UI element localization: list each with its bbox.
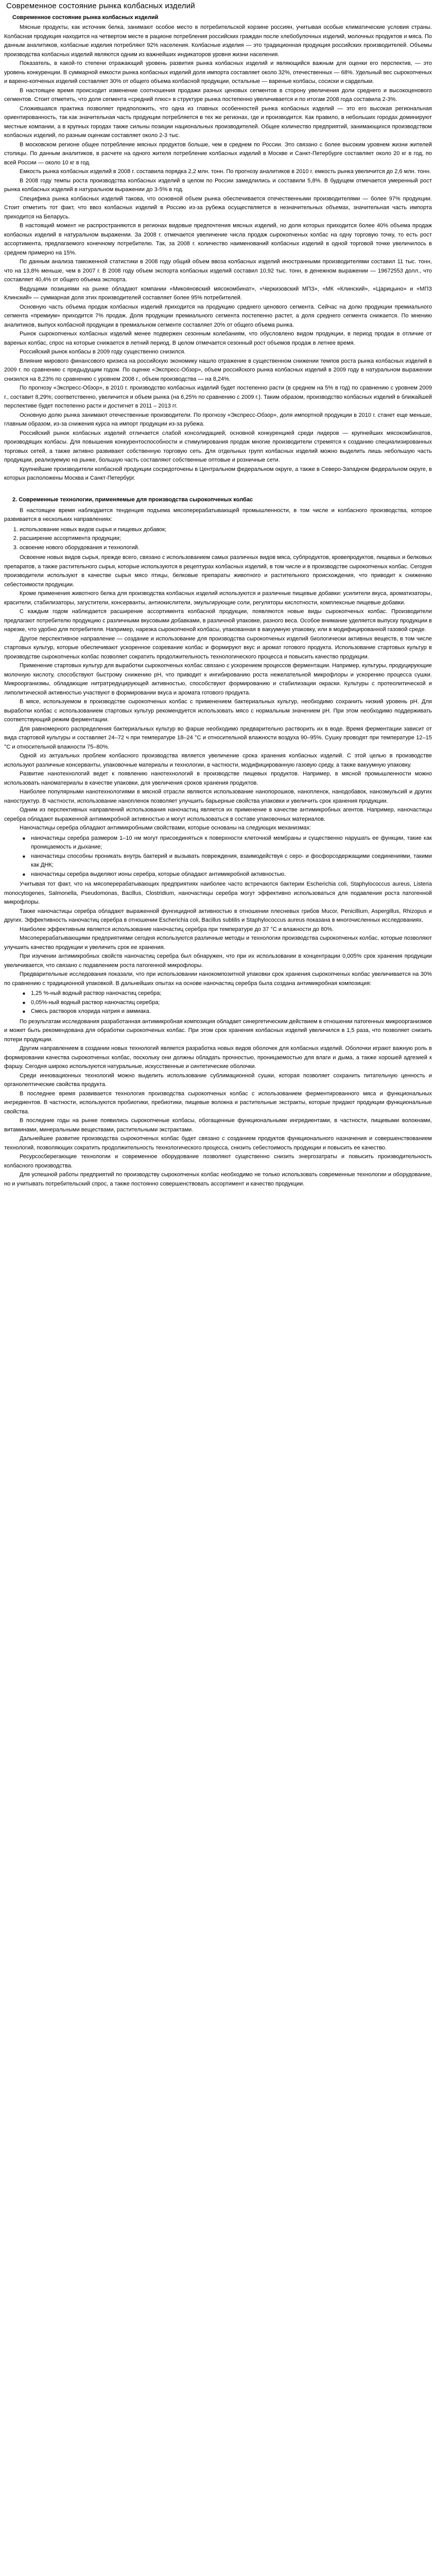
paragraph: Крупнейшие производители колбасной продукции сосредоточены в Центральном федеральном округе, а также в Северо-Западном федеральном округе, в которых расположены Москва и Санкт-Петербург. — [4, 466, 432, 481]
paragraph: Мясоперерабатывающими предприятиями сегодня используются различные методы и технологии производства сырокопченых колбас, которые позволяют улучшить качество продукции и увеличить срок ее хранения. — [4, 935, 432, 951]
list-item: 1. использование новых видов сырья и пищевых добавок; — [20, 526, 432, 535]
paragraph: По данным анализа таможенной статистики в 2008 году общий объем ввоза колбасных изделий иностранными производителями составил 11 тыс. тонн, что на 13,8% меньше, чем в 2007 г. В 2008 году объем экспорта колбасных изделий составил 10,92 тыс. тонн, в денежном выражении — 19672553 долл., что составляет 40,4% от общего объема экспорта. — [4, 259, 432, 283]
list-item: 3. освоение нового оборудования и технологий. — [20, 544, 432, 553]
paragraph: Наночастицы серебра обладают антимикробными свойствами, которые основаны на следующих механизмах: — [20, 825, 311, 831]
paragraph: Учитывая тот факт, что на мясоперерабатывающих предприятиях наиболее часто встречаются бактерии Escherichia coli, Staphylococcus aureus, Listeria monocytogenes, Salmonella, Pseudomonas, Bacillus, Clostridium, наночастицы серебра могут эффективно использоваться для подавления роста патогенной микрофлоры. — [4, 881, 432, 905]
section-heading: 2. Современные технологии, применяемые для производства сырокопченых колбас — [12, 496, 253, 503]
paragraph: Ведущими позициями на рынке обладают компании «Микояновский мясокомбинат», «Черкизовский МПЗ», «МК «Клинский», «Царицыно» и «МПЗ Клинский» — суммарная доля этих производителей составляет более 95% потребителей. — [4, 285, 432, 301]
paragraph: Также наночастицы серебра обладают выраженной фунгицидной активностью в отношении плесневых грибов Mucor, Penicillium, Aspergillus, Rhizopus и других. Эффективность наночастиц серебра в отношении Escherichia coli, Bacillus subtilis и Staphylococcus aureus показана в многочисленных исследованиях. — [4, 908, 432, 923]
paragraph: Другое перспективное направление — создание и использование для производства сырокопченых изделий биологически активных веществ, в том числе стартовых культур, которые обеспечивают ускоренное созревание колбас и формируют вкус и аромат готового продукта. Использование стартовых культур в производстве сырокопченых колбас позволяет сократить продолжительность технологического процесса и повысить качество продукции. — [4, 635, 432, 660]
paragraph: Влияние мирового финансового кризиса на российскую экономику нашло отражение в существенном снижении темпов роста рынка колбасных изделий в 2009 г. по сравнению с предыдущим годом. По оценке «Экспресс-Обзор», объем российского рынка колбасных изделий в 2009 году в натуральном выражении снизился на 8,23% по сравнению с уровнем 2008 г., объем производства — на 8,24%. — [4, 358, 432, 382]
paragraph: Основную долю рынка занимают отечественные производители. По прогнозу «Экспресс-Обзор», доля импортной продукции в 2010 г. станет еще меньше, главным образом, из-за снижения курса на импорт продукции из-за рубежа. — [4, 412, 432, 427]
paragraph: В 2008 году темпы роста производства колбасных изделий в целом по России замедлились и составили 5,8%. В будущем отмечается умеренный рост рынка колбасных изделий в натуральном выражении до 3-5% в год. — [4, 177, 432, 193]
paragraph: Применение стартовых культур для выработки сырокопченых колбас связано с ускорением процессов ферментации. Например, культуры, продуцирующие молочную кислоту, способствуют быстрому снижению рН, что приводит к ингибированию роста нежелательной микрофлоры и ускорению процесса сушки. Микроорганизмы, обладающие нитратредуцирующей активностью, способствуют формированию и стабилизации окраски. Культуры с протеолитической и липолитической активностью участвуют в формировании вкуса и аромата готового продукта. — [4, 663, 432, 696]
paragraph: Кроме применения животного белка для производства колбасных изделий используются и различные пищевые добавки: усилители вкуса, ароматизаторы, красители, стабилизаторы, загустители, консерванты, антиокислители, эмульгирующие соли, регуляторы кислотности, комплексные пищевые добавки. — [4, 590, 432, 606]
section-2-body — [4, 553, 432, 833]
list-item: ■ 0,05%-ный водный раствор наночастиц серебра; — [31, 998, 432, 1008]
paragraph: Одной из актуальных проблем колбасного производства является увеличение срока хранения колбасных изделий. С этой целью в производстве используют различные консерванты, упаковочные материалы и технологии, в частности, модифицированную газовую среду, а также вакуумную упаковку. — [4, 753, 432, 768]
paragraph: С каждым годом наблюдается расширение ассортимента колбасной продукции, появляются новые виды сырокопченых колбас. Производители предлагают потребителю продукцию с различными вкусовыми добавками, в различной упаковке, разного веса. Особое внимание уделяется выпуску продукции в нарезке, что удобно для потребителя. Например, нарезка сырокопченой колбасы, упакованная в вакуумную упаковку, или в модифицированной газовой среде. — [4, 608, 432, 633]
paragraph: Показатель, в какой-то степени отражающий уровень развития рынка колбасных изделий и являющийся важным для оценки его перспектив, — это уровень конкуренции. В суммарной емкости рынка колбасных изделий доля импорта составляет около 32%, отечественных — 68%. Удельный вес сырокопченых и варено-копченых изделий составляет 30% от общего объема колбасной продукции, остальные — вареные колбасы, сосиски и сардельки. — [4, 60, 432, 84]
paragraph: Другим направлением в создании новых технологий является разработка новых видов оболочек для колбасных изделий. Оболочки играют важную роль в формировании качества сырокопченых колбас, поскольку они должны обладать прочностью, проницаемостью для влаги и дыма, а также хорошей адгезией к фаршу. Сегодня широко используются натуральные, искусственные и синтетические оболочки. — [4, 1045, 432, 1070]
paragraph: По результатам исследования разработанная антимикробная композиция обладает синергетическим действием в отношении патогенных микроорганизмов и может быть рекомендована для обработки сырокопченых колбас. При этом срок хранения колбасных изделий увеличился в 1,5 раза, что позволяет снизить потери продукции. — [4, 1018, 432, 1043]
paragraph: Мясные продукты, как источник белка, занимают особое место в потребительской корзине россиян, учитывая особые климатические условия страны. Колбасная продукция находится на четвертом месте в рационе потребления российских граждан после хлебобулочных изделий, молочных продуктов и мяса. По данным аналитиков, колбасные изделия потребляют 92% населения. Колбасные изделия — это традиционная продукция российских производителей. Объемы производства колбасных изделий являются одним из важнейших индикаторов уровня жизни населения. — [4, 24, 432, 58]
paragraph: Емкость рынка колбасных изделий в 2008 г. составила порядка 2,2 млн. тонн. По прогнозу аналитиков в 2010 г. емкость рынка увеличится до 2,6 млн. тонн. — [20, 168, 431, 175]
section-2-conclusion — [4, 1018, 432, 1189]
paragraph: Сложившаяся практика позволяет предположить, что одна из главных особенностей рынка колбасных изделий — это его высокая региональная ориентированность, так как значительная часть продукции потребляется в тех же регионах, где и производится. Как правило, в небольших городах доминируют местные компании, а в крупных городах также сильны позиции национальных производителей. Общее количество предприятий, занимающихся производством колбасных изделий, по разным оценкам составляет около 2-3 тыс. — [4, 105, 432, 139]
section-2-body-continued — [4, 880, 432, 988]
paragraph: Развитие нанотехнологий ведет к появлению нанотехнологий в производстве пищевых продуктов. Например, в мясной промышленности можно использовать наноматериалы в качестве упаковки, для увеличения сроков хранения продуктов. — [4, 771, 432, 786]
paragraph: В настоящее время происходит изменение соотношения продажи разных ценовых сегментов в сторону увеличения доли среднего и высокоценового сегментов. Стоит отметить, что доля сегмента «средний плюс» в структуре рынка постепенно увеличивается и по итогам 2008 года составила 2-3%. — [4, 87, 432, 103]
paragraph: Ресурсосберегающие технологии и современное оборудование позволяют существенно снизить энергозатраты и повысить производительность колбасного производства. — [4, 1154, 432, 1169]
section-1-body — [4, 23, 432, 483]
paragraph: Для равномерного распределения бактериальных культур во фарше необходимо предварительно растворить их в воде. Время ферментации зависит от вида стартовой культуры и составляет 24–72 ч при температуре 18–24 °С и относительной влажности воздуха 90–95%. Сушку проводят при температуре 12–15 °С и относительной влажности 75–80%. — [4, 725, 432, 750]
paragraph: Наиболее популярными нанотехнологиями в мясной отрасли являются использование нанопорошков, нанопленок, нанодобавок, наноэмульсий и других наноструктур. В частности, использование нанопленок позволяет улучшить барьерные свойства упаковки и увеличить срок хранения продукции. — [4, 789, 432, 804]
paragraph: Российский рынок колбасы в 2009 году существенно снизился. — [20, 349, 186, 355]
bullet-list — [4, 989, 432, 1016]
page-title: Современное состояние рынка колбасных изделий — [6, 2, 195, 10]
paragraph: Основную часть объема продаж колбасных изделий приходится на продукцию среднего ценового сегмента. Сейчас на долю продукции премиального сегмента «премиум» приходится 7% продаж. Доля продукции премиального сегмента постепенно растет, а доля среднего сегмента снижается. По мнению аналитиков, выпуск колбасной продукции в премиальном сегменте составляет 20% от общего объема рынка. — [4, 303, 432, 328]
bullet-list — [4, 834, 432, 879]
section-heading: Современное состояние рынка колбасных изделий — [12, 14, 159, 21]
paragraph: Российский рынок колбасных изделий отличается слабой консолидацией, основной конкуренцией среди лидеров — крупнейших мясокомбинатов, производящих колбасы. Для повышения конкурентоспособности и стимулирования продаж многие производители стремятся к созданию специализированных торговых сетей, а также активно развивают собственную торговую сеть. Для отдельных групп колбасных изделий можно выделить лишь небольшую часть продукции, реализуемую на рынке, большую часть составляют собственные оптовые и розничные сети. — [4, 430, 432, 463]
paragraph: По прогнозу «Экспресс-Обзор», в 2010 г. производство колбасных изделий будет постепенно расти (в среднем на 5% в год) по сравнению с уровнем 2009 г., составит 8,29%; соответственно, увеличится и объем рынка (на 6,25% по сравнению с 2009 г.). Таким образом, производство колбасных изделий в ближайшей перспективе будет постепенно расти и достигнет в 2011 – 2013 гг. — [4, 385, 432, 409]
list-item: ■ наночастицы серебра размером 1–10 нм могут присоединяться к поверхности клеточной мембраны и существенно нарушать ее функции, такие как проницаемость и дыхание; — [31, 834, 432, 852]
paragraph: В московском регионе общее потребление мясных продуктов больше, чем в среднем по России. Это связано с более высоким уровнем жизни жителей столицы. По данным аналитиков, в расчете на одного жителя потребление колбасных изделий в Москве и Санкт-Петербурге составляет около 20 кг в год, по всей России — около 10 кг в год. — [4, 141, 432, 166]
numbered-list — [4, 526, 432, 553]
list-item: ■ наночастицы способны проникать внутрь бактерий и вызывать повреждения, взаимодействуя с серо- и фосфорсодержащими соединениями, такими как ДНК; — [31, 852, 432, 870]
paragraph: При изучении антимикробных свойств наночастиц серебра был обнаружен, что при их использовании в концентрации 0,005% срок хранения продукции увеличивается, что связано с подавлением роста патогенной микрофлоры. — [4, 953, 432, 969]
paragraph: Для успешной работы предприятий по производству сырокопченых колбас необходимо не только использовать современные технологии и оборудование, но и учитывать потребительский спрос, а также постоянно совершенствовать ассортимент и качество продукции. — [4, 1172, 432, 1187]
list-item: ■ наночастицы серебра выделяют ионы серебра, которые обладают антимикробной активностью. — [31, 870, 432, 879]
section-2-intro — [4, 506, 432, 524]
paragraph: Одним из перспективных направлений использования наночастиц является их применение в качестве антимикробных агентов. Например, наночастицы серебра обладают выраженной антимикробной активностью и могут использоваться в составе упаковочных материалов. — [4, 807, 432, 822]
paragraph: Наиболее эффективным является использование наночастиц серебра при температуре до 37 °С и влажности до 80%. — [20, 926, 334, 933]
paragraph: Среди инновационных технологий можно выделить использование сублимационной сушки, которая позволяет сохранить питательную ценность и органолептические свойства продукта. — [4, 1072, 432, 1088]
list-item: ■ Смесь растворов хлорида натрия и аммиака. — [31, 1007, 432, 1016]
paragraph: В настоящий момент не распространяются в регионах видовые предпочтения мясных изделий, но доля которых приходится более 40% объема продаж колбасных изделий в натуральном выражении. За 2008 г. отмечается увеличение числа продаж сырокопченых колбас на одну торговую точку, то есть рост ассортимента, предлагаемого конечному потребителю. Так, за 2008 г. количество наименований колбасных изделий в одной торговой точке увеличилось в среднем примерно на 15%. — [4, 223, 432, 256]
list-item: ■ 1,25 %-ный водный раствор наночастиц серебра; — [31, 989, 432, 998]
paragraph: В последние годы на рынке появились сырокопченые колбасы, обогащенные функциональными ингредиентами, в частности, пищевыми волокнами, витаминами, минеральными веществами, растительными экстрактами. — [4, 1117, 432, 1133]
paragraph: В мясе, используемом в производстве сырокопченых колбас с применением бактериальных культур, необходимо сохранить низкий уровень рН. Для выработки колбас с использованием стартовых культур рекомендуется использовать мясо с нормальным значением рН. При этом необходимо поддерживать соответствующий режим ферментации. — [4, 699, 432, 723]
paragraph: В последнее время развивается технология производства сырокопченых колбас с использованием ферментированного мяса и функциональных ингредиентов. В частности, используются пробиотики, пребиотики, пищевые волокна и растительные экстракты, которые придают продукции функциональные свойства. — [4, 1090, 432, 1115]
paragraph: В настоящее время наблюдается тенденция подъема мясоперерабатывающей промышленности, в том числе и колбасного производства, которое развивается в нескольких направлениях: — [4, 507, 432, 522]
paragraph: Дальнейшее развитие производства сырокопченых колбас будет связано с созданием продуктов функционального назначения и совершенствованием технологий, позволяющих сократить продолжительность технологического процесса, снизить себестоимость продукции и повысить ее качество. — [4, 1136, 432, 1151]
paragraph: Освоение новых видов сырья, прежде всего, связано с использованием самых различных видов мяса, субпродуктов, кровепродуктов, пищевых и белковых препаратов, а также растительного сырья, которые используются в рецептурах колбасных изделий, в том числе и в производстве сырокопченых колбас. Сегодня производители используют в качестве сырья мясо птицы, белковые препараты животного и растительного происхождения, что приводит к снижению себестоимости продукции. — [4, 554, 432, 588]
paragraph: Предварительные исследования показали, что при использовании нанокомпозитной упаковки срок хранения сырокопченых колбас увеличивается на 30% по сравнению с традиционной упаковкой. В дальнейших опытах на основе наночастиц серебра была создана антимикробная композиция: — [4, 971, 432, 987]
paragraph: Специфика рынка колбасных изделий такова, что основной объем рынка обеспечивается отечественными производителями — более 97% продукции. Стоит отметить тот факт, что ввоз колбасных изделий в Россию из-за рубежа осуществляется в незначительных объемах, значительная часть импорта приходится на Беларусь. — [4, 195, 432, 220]
list-item: 2. расширение ассортимента продукции; — [20, 534, 432, 544]
article — [0, 0, 436, 1189]
paragraph: Рынок сырокопченых колбасных изделий менее подвержен сезонным колебаниям, что обусловлено видом продукции, в период продаж в отличие от вареных колбас, спрос на которые снижается в летний период. В целом отмечается сезонный рост объемов продаж в летнее время. — [4, 331, 432, 346]
